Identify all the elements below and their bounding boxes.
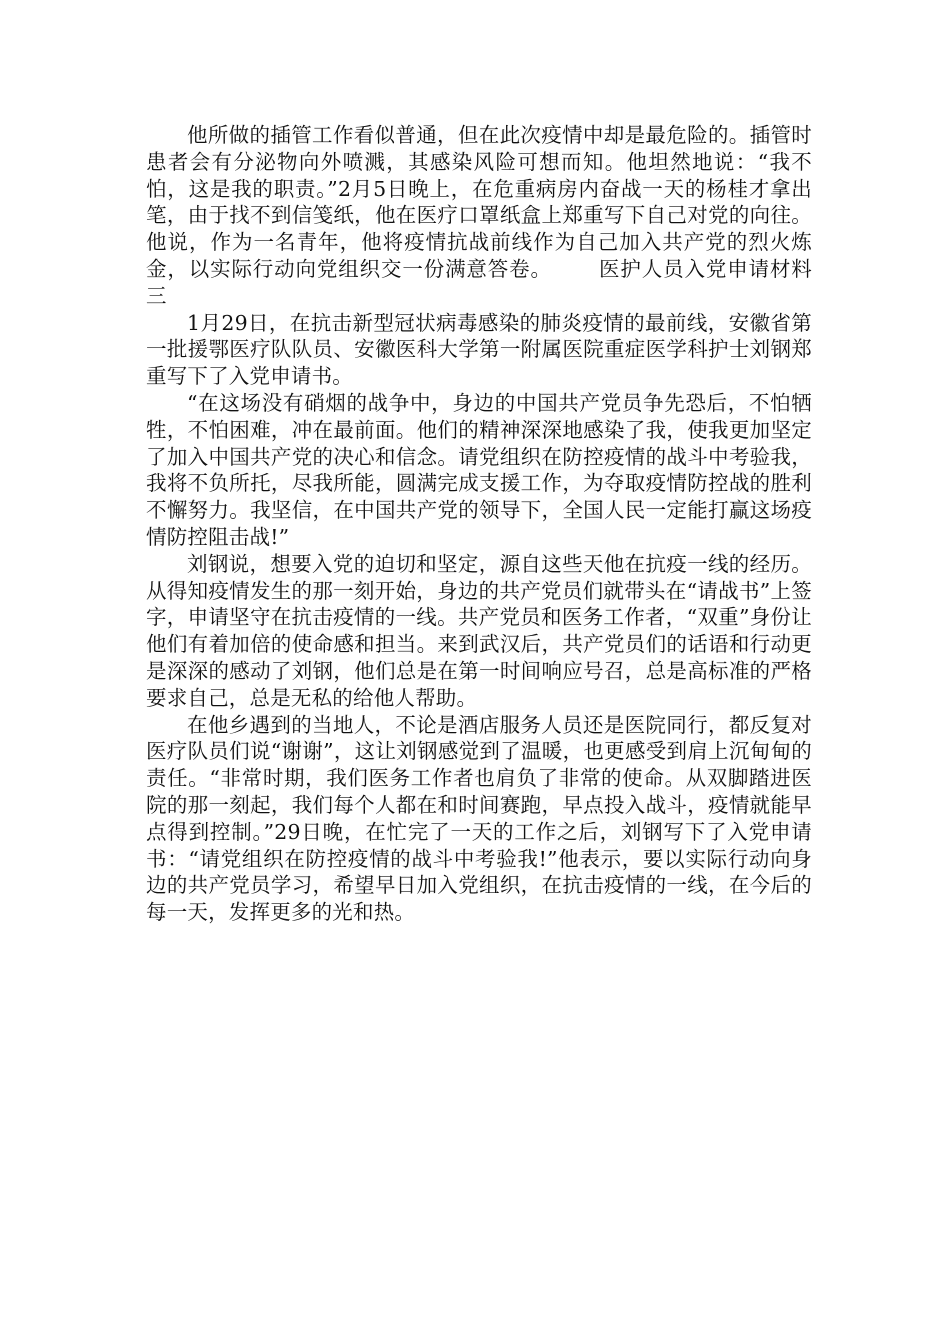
document-body (146, 122, 812, 926)
paragraph-1 (146, 122, 812, 310)
paragraph-1-text: 他所做的插管工作看似普通，但在此次疫情中却是最危险的。插管时患者会有分泌物向外喷溅，其感染风险可想而知。他坦然地说：“我不怕，这是我的职责。”2月5日晚上，在危重病房内奋战一天的杨桂才拿出笔，由于找不到信笺纸，他在医疗口罩纸盒上郑重写下自己对党的向往。他说，作为一名青年，他将疫情抗战前线作为自己加入共产党的烈火炼金，以实际行动向党组织交一份满意答卷。 (146, 123, 812, 281)
paragraph-3: “在这场没有硝烟的战争中，身边的中国共产党员争先恐后，不怕牺牲，不怕困难，冲在最前面。他们的精神深深地感染了我，使我更加坚定了加入中国共产党的决心和信念。请党组织在防控疫情的战斗中考验我，我将不负所托，尽我所能，圆满完成支援工作，为夺取疫情防控战的胜利不懈努力。我坚信，在中国共产党的领导下，全国人民一定能打赢这场疫情防控阻击战!” (146, 390, 812, 549)
paragraph-2: 1月29日，在抗击新型冠状病毒感染的肺炎疫情的最前线，安徽省第一批援鄂医疗队队员、安徽医科大学第一附属医院重症医学科护士刘钢郑重写下了入党申请书。 (146, 310, 812, 389)
section-title: 医护人员入党申请材料三 (146, 256, 812, 308)
paragraph-4: 刘钢说，想要入党的迫切和坚定，源自这些天他在抗疫一线的经历。从得知疫情发生的那一刻开始，身边的共产党员们就带头在“请战书”上签字，申请坚守在抗击疫情的一线。共产党员和医务工作者，“双重”身份让他们有着加倍的使命感和担当。来到武汉后，共产党员们的话语和行动更是深深的感动了刘钢，他们总是在第一时间响应号召，总是高标准的严格要求自己，总是无私的给他人帮助。 (146, 551, 812, 710)
paragraph-5: 在他乡遇到的当地人，不论是酒店服务人员还是医院同行，都反复对医疗队员们说“谢谢”，这让刘钢感觉到了温暖，也更感受到肩上沉甸甸的责任。“非常时期，我们医务工作者也肩负了非常的使命。从双脚踏进医院的那一刻起，我们每个人都在和时间赛跑，早点投入战斗，疫情就能早点得到控制。”29日晚，在忙完了一天的工作之后，刘钢写下了入党申请书：“请党组织在防控疫情的战斗中考验我!”他表示，要以实际行动向身边的共产党员学习，希望早日加入党组织，在抗击疫情的一线，在今后的每一天，发挥更多的光和热。 (146, 712, 812, 925)
